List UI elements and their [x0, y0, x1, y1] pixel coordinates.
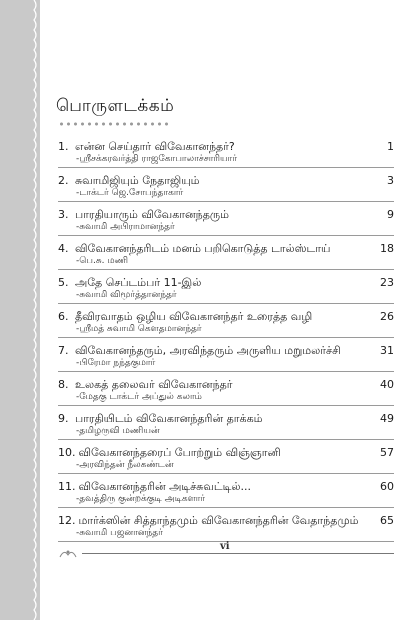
entry-number: 12. [58, 514, 76, 527]
entry-number: 5. [58, 276, 69, 289]
toc-entry [58, 270, 394, 304]
entry-author: -பெ.சு. மணி [76, 256, 129, 266]
entry-number: 8. [58, 378, 69, 391]
entry-number: 4. [58, 242, 69, 255]
entry-author: -அரவிந்தன் நீலகண்டன் [76, 460, 174, 470]
entry-number: 2. [58, 174, 69, 187]
entry-title: அதே செப்டம்பர் 11-இல் [75, 276, 202, 289]
entry-number: 10. [58, 446, 76, 459]
toc-entry [58, 134, 394, 168]
entry-number: 7. [58, 344, 69, 357]
entry-number: 11. [58, 480, 76, 493]
entry-title: மார்க்ஸின் சித்தாந்தமும் விவேகானந்தரின் வேதாந்தமும் [78, 514, 359, 527]
toc-entry [58, 338, 394, 372]
entry-author: -ஸ்ரீமத் சுவாமி கௌதமானந்தர் [76, 324, 202, 334]
entry-title: பாரதியாரும் விவேகானந்தரும் [75, 208, 229, 221]
entry-title: சுவாமிஜியும் நேதாஜியும் [75, 174, 200, 187]
entry-author: -பிரேமா நந்தகுமார் [76, 358, 156, 368]
toc-entry [58, 474, 394, 508]
page-number: vi [220, 541, 230, 552]
entry-author: -சுவாமி அபிராமானந்தர் [76, 222, 175, 232]
entry-page: 40 [380, 378, 394, 391]
ornament-icon [58, 544, 78, 556]
title-dot-underline [58, 121, 168, 127]
entry-title: விவேகானந்தரிடம் மனம் பறிகொடுத்த டால்ஸ்டாய் [75, 242, 331, 255]
footer-rule [82, 553, 394, 554]
entry-page: 57 [380, 446, 394, 459]
entry-number: 6. [58, 310, 69, 323]
table-of-contents [58, 134, 394, 542]
entry-author: -தமிழருவி மணியன் [76, 426, 160, 436]
entry-page: 1 [387, 140, 394, 153]
entry-title: தீவிரவாதம் ஒழிய விவேகானந்தர் உரைத்த வழி [75, 310, 313, 323]
entry-title: என்ன செய்தார் விவேகானந்தர்? [75, 140, 235, 153]
entry-title: விவேகானந்தரைப் போற்றும் விஞ்ஞானி [78, 446, 281, 459]
decorative-left-border [0, 0, 40, 620]
entry-page: 26 [380, 310, 394, 323]
entry-number: 9. [58, 412, 69, 425]
entry-title: உலகத் தலைவர் விவேகானந்தர் [75, 378, 233, 391]
toc-entry [58, 440, 394, 474]
entry-author: -சுவாமி விமூர்த்தானந்தர் [76, 290, 177, 300]
entry-author: -டாக்டர் ஜெ.சோபந்தாகார் [76, 188, 184, 198]
entry-page: 49 [380, 412, 394, 425]
toc-entry [58, 202, 394, 236]
entry-author: -மேதகு டாக்டர் அப்துல் கலாம் [76, 392, 202, 402]
toc-entry [58, 236, 394, 270]
entry-number: 1. [58, 140, 69, 153]
entry-title: விவேகானந்தரின் அடிச்சுவட்டில்... [78, 480, 252, 493]
toc-entry [58, 508, 394, 542]
entry-page: 60 [380, 480, 394, 493]
toc-entry [58, 168, 394, 202]
entry-page: 9 [387, 208, 394, 221]
entry-author: -ஸ்ரீசக்கரவர்த்தி ராஜகோபாலாச்சாரியார் [76, 154, 238, 164]
toc-entry [58, 406, 394, 440]
entry-title: பாரதியிடம் விவேகானந்தரின் தாக்கம் [75, 412, 263, 425]
entry-page: 65 [380, 514, 394, 527]
entry-page: 23 [380, 276, 394, 289]
entry-title: விவேகானந்தரும், அரவிந்தரும் அருளிய மறுமலர்ச்சி [75, 344, 341, 357]
toc-entry [58, 304, 394, 338]
entry-author: -தவத்திரு குன்றக்குடி அடிகளார் [76, 494, 206, 504]
wavy-border-icon [0, 0, 40, 620]
entry-page: 31 [380, 344, 394, 357]
toc-entry [58, 372, 394, 406]
entry-number: 3. [58, 208, 69, 221]
entry-author: -சுவாமி பஜனானந்தர் [76, 528, 163, 538]
entry-page: 18 [380, 242, 394, 255]
page-title: பொருளடக்கம் [56, 96, 175, 116]
entry-page: 3 [387, 174, 394, 187]
